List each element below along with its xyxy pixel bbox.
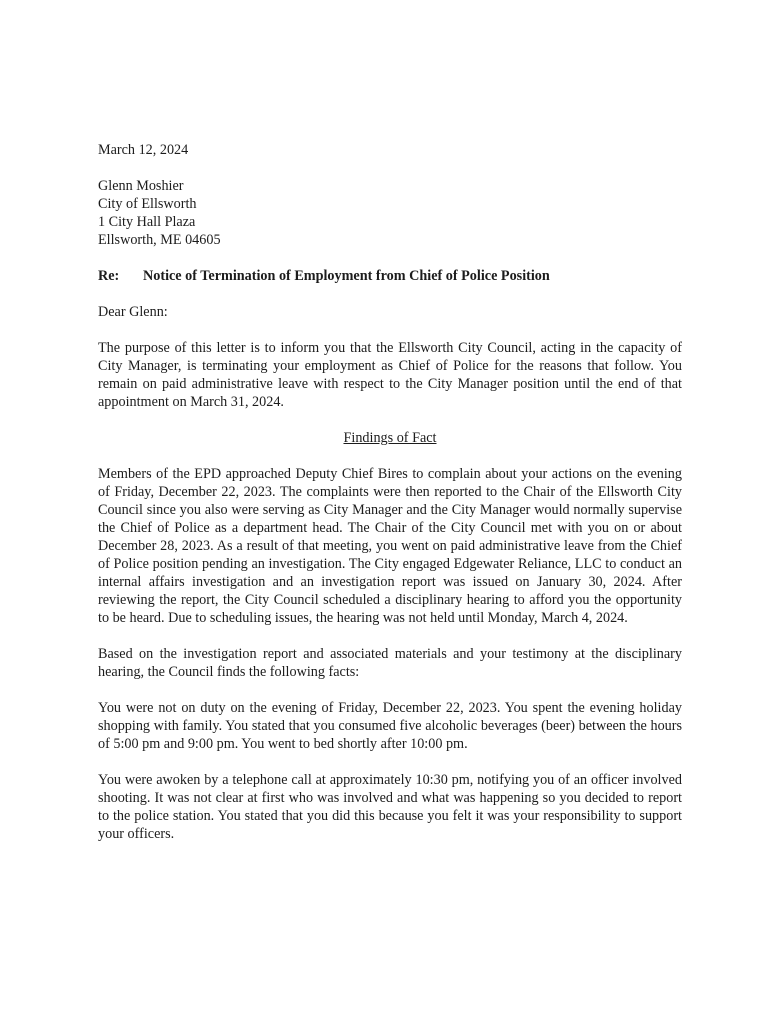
recipient-city-state-zip: Ellsworth, ME 04605: [98, 232, 221, 248]
findings-heading: Findings of Fact: [343, 430, 437, 446]
subject-text: Notice of Termination of Employment from Chief of Police Position: [143, 268, 550, 284]
body-paragraph: Members of the EPD approached Deputy Chief Bires to complain about your actions on the evening of Friday, December 22, 2023. The complaints were then reported to the Chair of the Ellsworth City Council since you also were serving as City Manager and the City Manager would normally supervise the Chief of Police as a department head. The Chair of the City Council met with you on or about December 28, 2023. As a result of that meeting, you went on paid administrative leave from the Chief of Police position pending an investigation. The City engaged Edgewater Reliance, LLC to conduct an internal affairs investigation and an investigation report was issued on January 30, 2024. After reviewing the report, the City Council scheduled a disciplinary hearing to afford you the opportunity to be heard. Due to scheduling issues, the hearing was not held until Monday, March 4, 2024.: [98, 466, 682, 626]
intro-paragraph: The purpose of this letter is to inform you that the Ellsworth City Council, acting in the capacity of City Manager, is terminating your employment as Chief of Police for the reasons that follow. You remain on paid administrative leave with respect to the City Manager position until the end of that appointment on March 31, 2024.: [98, 340, 682, 410]
recipient-organization: City of Ellsworth: [98, 196, 197, 212]
recipient-street: 1 City Hall Plaza: [98, 214, 196, 230]
letter-page: [98, 141, 682, 861]
subject-label: Re:: [98, 268, 120, 284]
body-paragraph: You were awoken by a telephone call at approximately 10:30 pm, notifying you of an officer involved shooting. It was not clear at first who was involved and what was happening so you decided to report to the police station. You stated that you did this because you felt it was your responsibility to support your officers.: [98, 772, 682, 842]
body-paragraph: Based on the investigation report and associated materials and your testimony at the disciplinary hearing, the Council finds the following facts:: [98, 646, 682, 680]
letter-date: March 12, 2024: [98, 142, 189, 158]
subject-line: [98, 267, 682, 285]
recipient-name: Glenn Moshier: [98, 178, 184, 194]
body-paragraph: You were not on duty on the evening of Friday, December 22, 2023. You spent the evening holiday shopping with family. You stated that you consumed five alcoholic beverages (beer) between the hours of 5:00 pm and 9:00 pm. You went to bed shortly after 10:00 pm.: [98, 700, 682, 752]
salutation: Dear Glenn:: [98, 304, 168, 320]
recipient-address: [98, 177, 682, 249]
